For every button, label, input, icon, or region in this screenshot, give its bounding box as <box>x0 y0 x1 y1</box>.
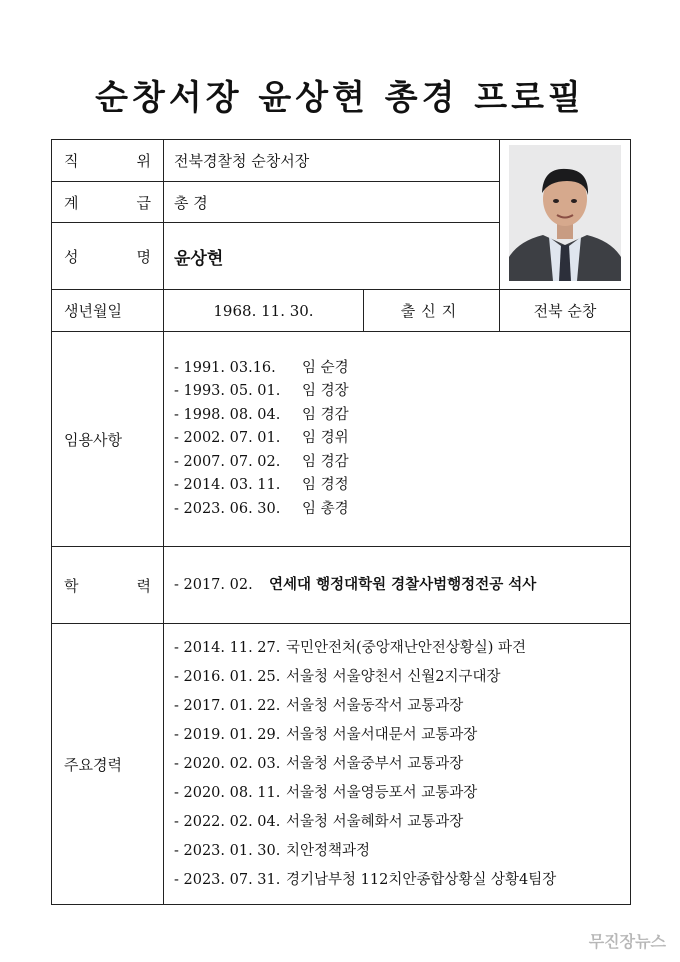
appointments-list <box>164 332 631 547</box>
list-item: - 2002. 07. 01. 임 경위 <box>174 430 349 447</box>
label-education: 학 력 <box>52 547 164 624</box>
list-item: - 2020. 08. 11. 서울청 서울영등포서 교통과장 <box>174 784 478 801</box>
career-list <box>164 624 631 905</box>
label-appointments: 임용사항 <box>52 332 164 547</box>
value-origin: 전북 순창 <box>500 290 631 332</box>
label-position: 직 위 <box>52 140 164 182</box>
profile-table <box>51 139 631 905</box>
list-item: - 2023. 06. 30. 임 총경 <box>174 500 349 517</box>
list-item: - 2022. 02. 04. 서울청 서울혜화서 교통과장 <box>174 813 464 830</box>
education-list <box>164 547 631 624</box>
list-item: - 2017. 02. 연세대 행정대학원 경찰사범행정전공 석사 <box>174 576 537 594</box>
list-item: - 1991. 03.16. 임 순경 <box>174 359 349 376</box>
page-title: 순창서장 윤상현 총경 프로필 <box>95 78 585 118</box>
list-item: - 1998. 08. 04. 임 경감 <box>174 406 349 423</box>
value-rank: 총 경 <box>164 182 500 223</box>
list-item: - 2020. 02. 03. 서울청 서울중부서 교통과장 <box>174 755 464 772</box>
list-item: - 2017. 01. 22. 서울청 서울동작서 교통과장 <box>174 697 464 714</box>
list-item: - 2023. 07. 31. 경기남부청 112치안종합상황실 상황4팀장 <box>174 871 557 888</box>
value-name: 윤상현 <box>164 223 500 290</box>
list-item: - 2007. 07. 02. 임 경감 <box>174 453 349 470</box>
watermark-logo: 무진장뉴스 <box>588 932 666 951</box>
label-rank: 계 급 <box>52 182 164 223</box>
list-item: - 2016. 01. 25. 서울청 서울양천서 신월2지구대장 <box>174 668 501 685</box>
list-item: - 2019. 01. 29. 서울청 서울서대문서 교통과장 <box>174 726 478 743</box>
list-item: - 2014. 11. 27. 국민안전처(중앙재난안전상황실) 파견 <box>174 639 527 656</box>
label-birth: 생년월일 <box>52 290 164 332</box>
value-position: 전북경찰청 순창서장 <box>164 140 500 182</box>
label-name: 성 명 <box>52 223 164 290</box>
list-item: - 1993. 05. 01. 임 경장 <box>174 383 349 400</box>
value-birth: 1968. 11. 30. <box>164 290 364 332</box>
list-item: - 2023. 01. 30. 치안정책과정 <box>174 842 371 859</box>
portrait-photo <box>500 140 631 290</box>
portrait-image <box>509 145 621 281</box>
list-item: - 2014. 03. 11. 임 경정 <box>174 477 349 494</box>
label-career: 주요경력 <box>52 624 164 905</box>
label-origin: 출신지 <box>364 290 500 332</box>
